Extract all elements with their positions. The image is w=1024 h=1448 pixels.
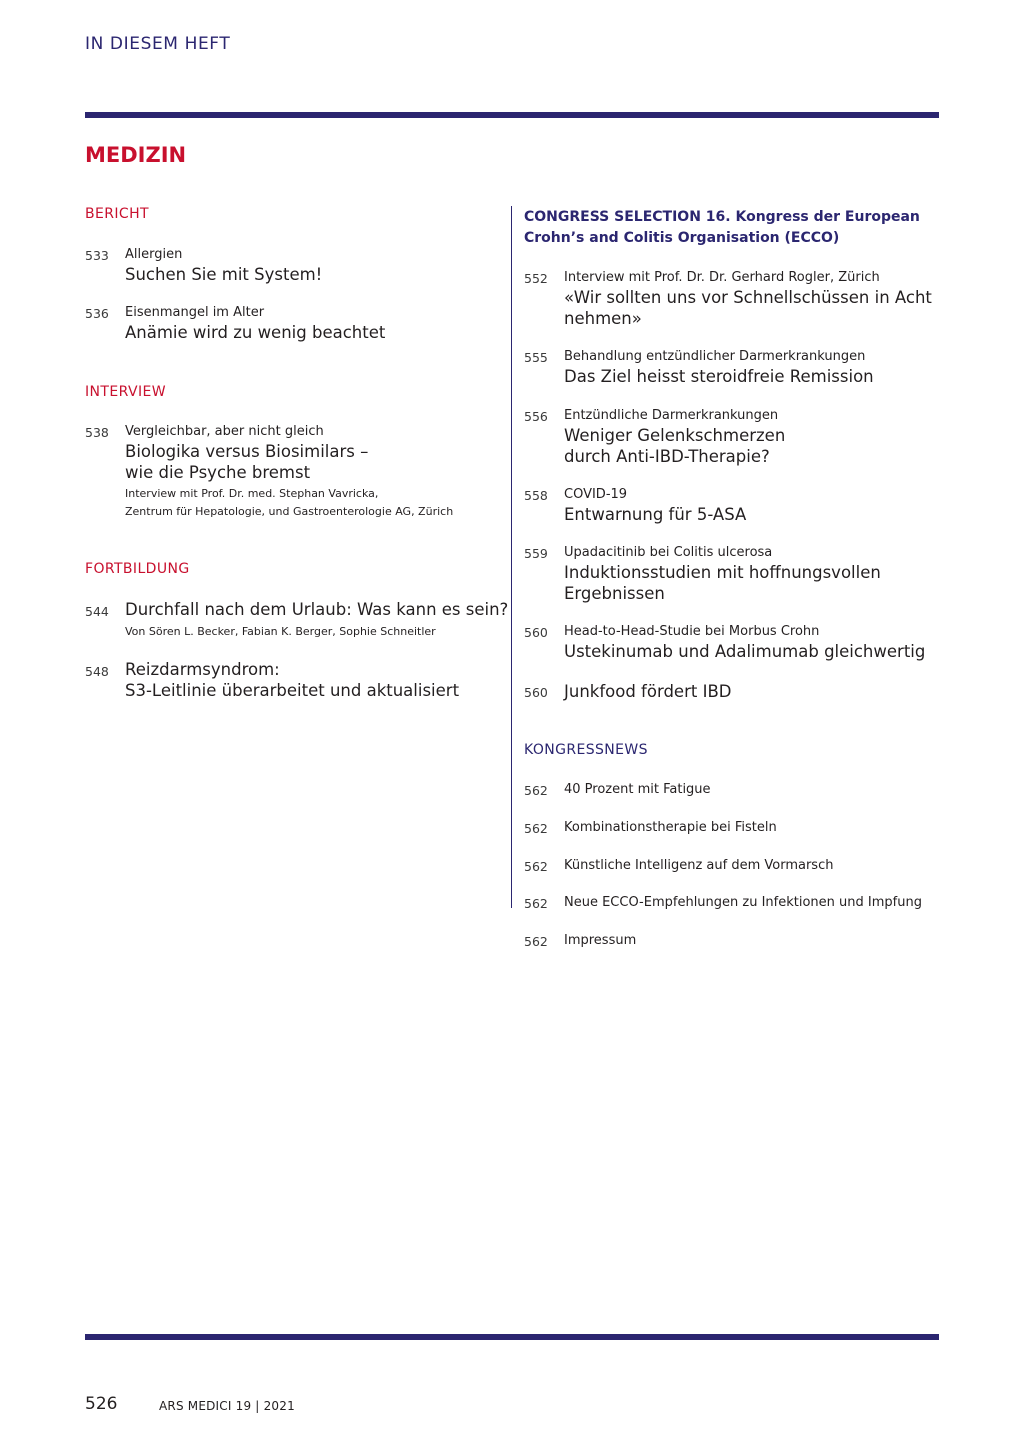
entry-title: Entwarnung für 5-ASA <box>564 505 747 524</box>
entry-title: Weniger Gelenkschmerzen <box>564 426 786 445</box>
page-number: 556 <box>524 409 548 424</box>
entry-kicker: Allergien <box>125 247 183 262</box>
entry-title: Anämie wird zu wenig beachtet <box>125 323 386 342</box>
page-number: 562 <box>524 821 548 836</box>
footer-journal: ARS MEDICI 19 | 2021 <box>159 1399 295 1413</box>
section-heading-kongressnews: KONGRESSNEWS <box>524 742 648 758</box>
entry-author-line2: Zentrum für Hepatologie, und Gastroenterologie AG, Zürich <box>125 505 454 518</box>
section-heading-fortbildung: FORTBILDUNG <box>85 561 190 577</box>
entry-kicker: Behandlung entzündlicher Darmerkrankungen <box>564 349 866 364</box>
page-number: 562 <box>524 783 548 798</box>
entry-kicker: Entzündliche Darmerkrankungen <box>564 408 779 423</box>
page-number: 536 <box>85 306 109 321</box>
entry-kicker: Head-to-Head-Studie bei Morbus Crohn <box>564 624 820 639</box>
page-number: 552 <box>524 271 548 286</box>
column-divider <box>511 206 512 908</box>
section-title: MEDIZIN <box>85 143 187 167</box>
page-number: 544 <box>85 604 109 619</box>
page-number: 562 <box>524 859 548 874</box>
page-number: 560 <box>524 685 548 700</box>
page-number: 533 <box>85 248 109 263</box>
page-number: 558 <box>524 488 548 503</box>
entry-kicker: Eisenmangel im Alter <box>125 305 265 320</box>
page-number: 562 <box>524 896 548 911</box>
entry-title-line2: S3-Leitlinie überarbeitet und aktualisiert <box>125 681 460 700</box>
entry-title: Reizdarmsyndrom: <box>125 660 280 679</box>
footer-page-number: 526 <box>85 1394 118 1414</box>
entry-title: Das Ziel heisst steroidfreie Remission <box>564 367 874 386</box>
entry-title: Neue ECCO-Empfehlungen zu Infektionen und Impfung <box>564 895 922 910</box>
bottom-rule <box>85 1334 939 1340</box>
entry-title-line2: wie die Psyche bremst <box>125 463 311 482</box>
entry-kicker: Vergleichbar, aber nicht gleich <box>125 424 324 439</box>
page-number: 555 <box>524 350 548 365</box>
entry-title-line2: Ergebnissen <box>564 584 665 603</box>
section-heading-interview: INTERVIEW <box>85 384 166 400</box>
entry-title: Induktionsstudien mit hoffnungsvollen <box>564 563 881 582</box>
page-number: 538 <box>85 425 109 440</box>
top-rule <box>85 112 939 118</box>
page-number: 562 <box>524 934 548 949</box>
entry-title: Junkfood fördert IBD <box>564 682 732 701</box>
entry-title: Ustekinumab und Adalimumab gleichwertig <box>564 642 926 661</box>
entry-title: Suchen Sie mit System! <box>125 265 323 284</box>
entry-author: Von Sören L. Becker, Fabian K. Berger, Sophie Schneitler <box>125 625 436 638</box>
entry-kicker: COVID-19 <box>564 487 628 502</box>
entry-title-line2: nehmen» <box>564 309 642 328</box>
entry-title: 40 Prozent mit Fatigue <box>564 782 711 797</box>
page-number: 560 <box>524 625 548 640</box>
entry-author: Interview mit Prof. Dr. med. Stephan Vavricka, <box>125 487 379 500</box>
entry-title: Künstliche Intelligenz auf dem Vormarsch <box>564 858 834 873</box>
entry-kicker: Upadacitinib bei Colitis ulcerosa <box>564 545 773 560</box>
page-header-title: IN DIESEM HEFT <box>85 34 231 54</box>
entry-title-line2: durch Anti-IBD-Therapie? <box>564 447 770 466</box>
entry-title: Biologika versus Biosimilars – <box>125 442 369 461</box>
entry-kicker: Interview mit Prof. Dr. Dr. Gerhard Rogler, Zürich <box>564 270 880 285</box>
entry-title: «Wir sollten uns vor Schnellschüssen in Acht <box>564 288 932 307</box>
page-number: 548 <box>85 664 109 679</box>
congress-heading-line2: Crohn’s and Colitis Organisation (ECCO) <box>524 230 840 246</box>
entry-title: Impressum <box>564 933 637 948</box>
entry-title: Kombinationstherapie bei Fisteln <box>564 820 777 835</box>
congress-heading-line1: CONGRESS SELECTION 16. Kongress der European <box>524 209 920 225</box>
entry-title: Durchfall nach dem Urlaub: Was kann es sein? <box>125 600 509 619</box>
section-heading-bericht: BERICHT <box>85 206 149 222</box>
congress-heading <box>524 207 934 249</box>
page-number: 559 <box>524 546 548 561</box>
